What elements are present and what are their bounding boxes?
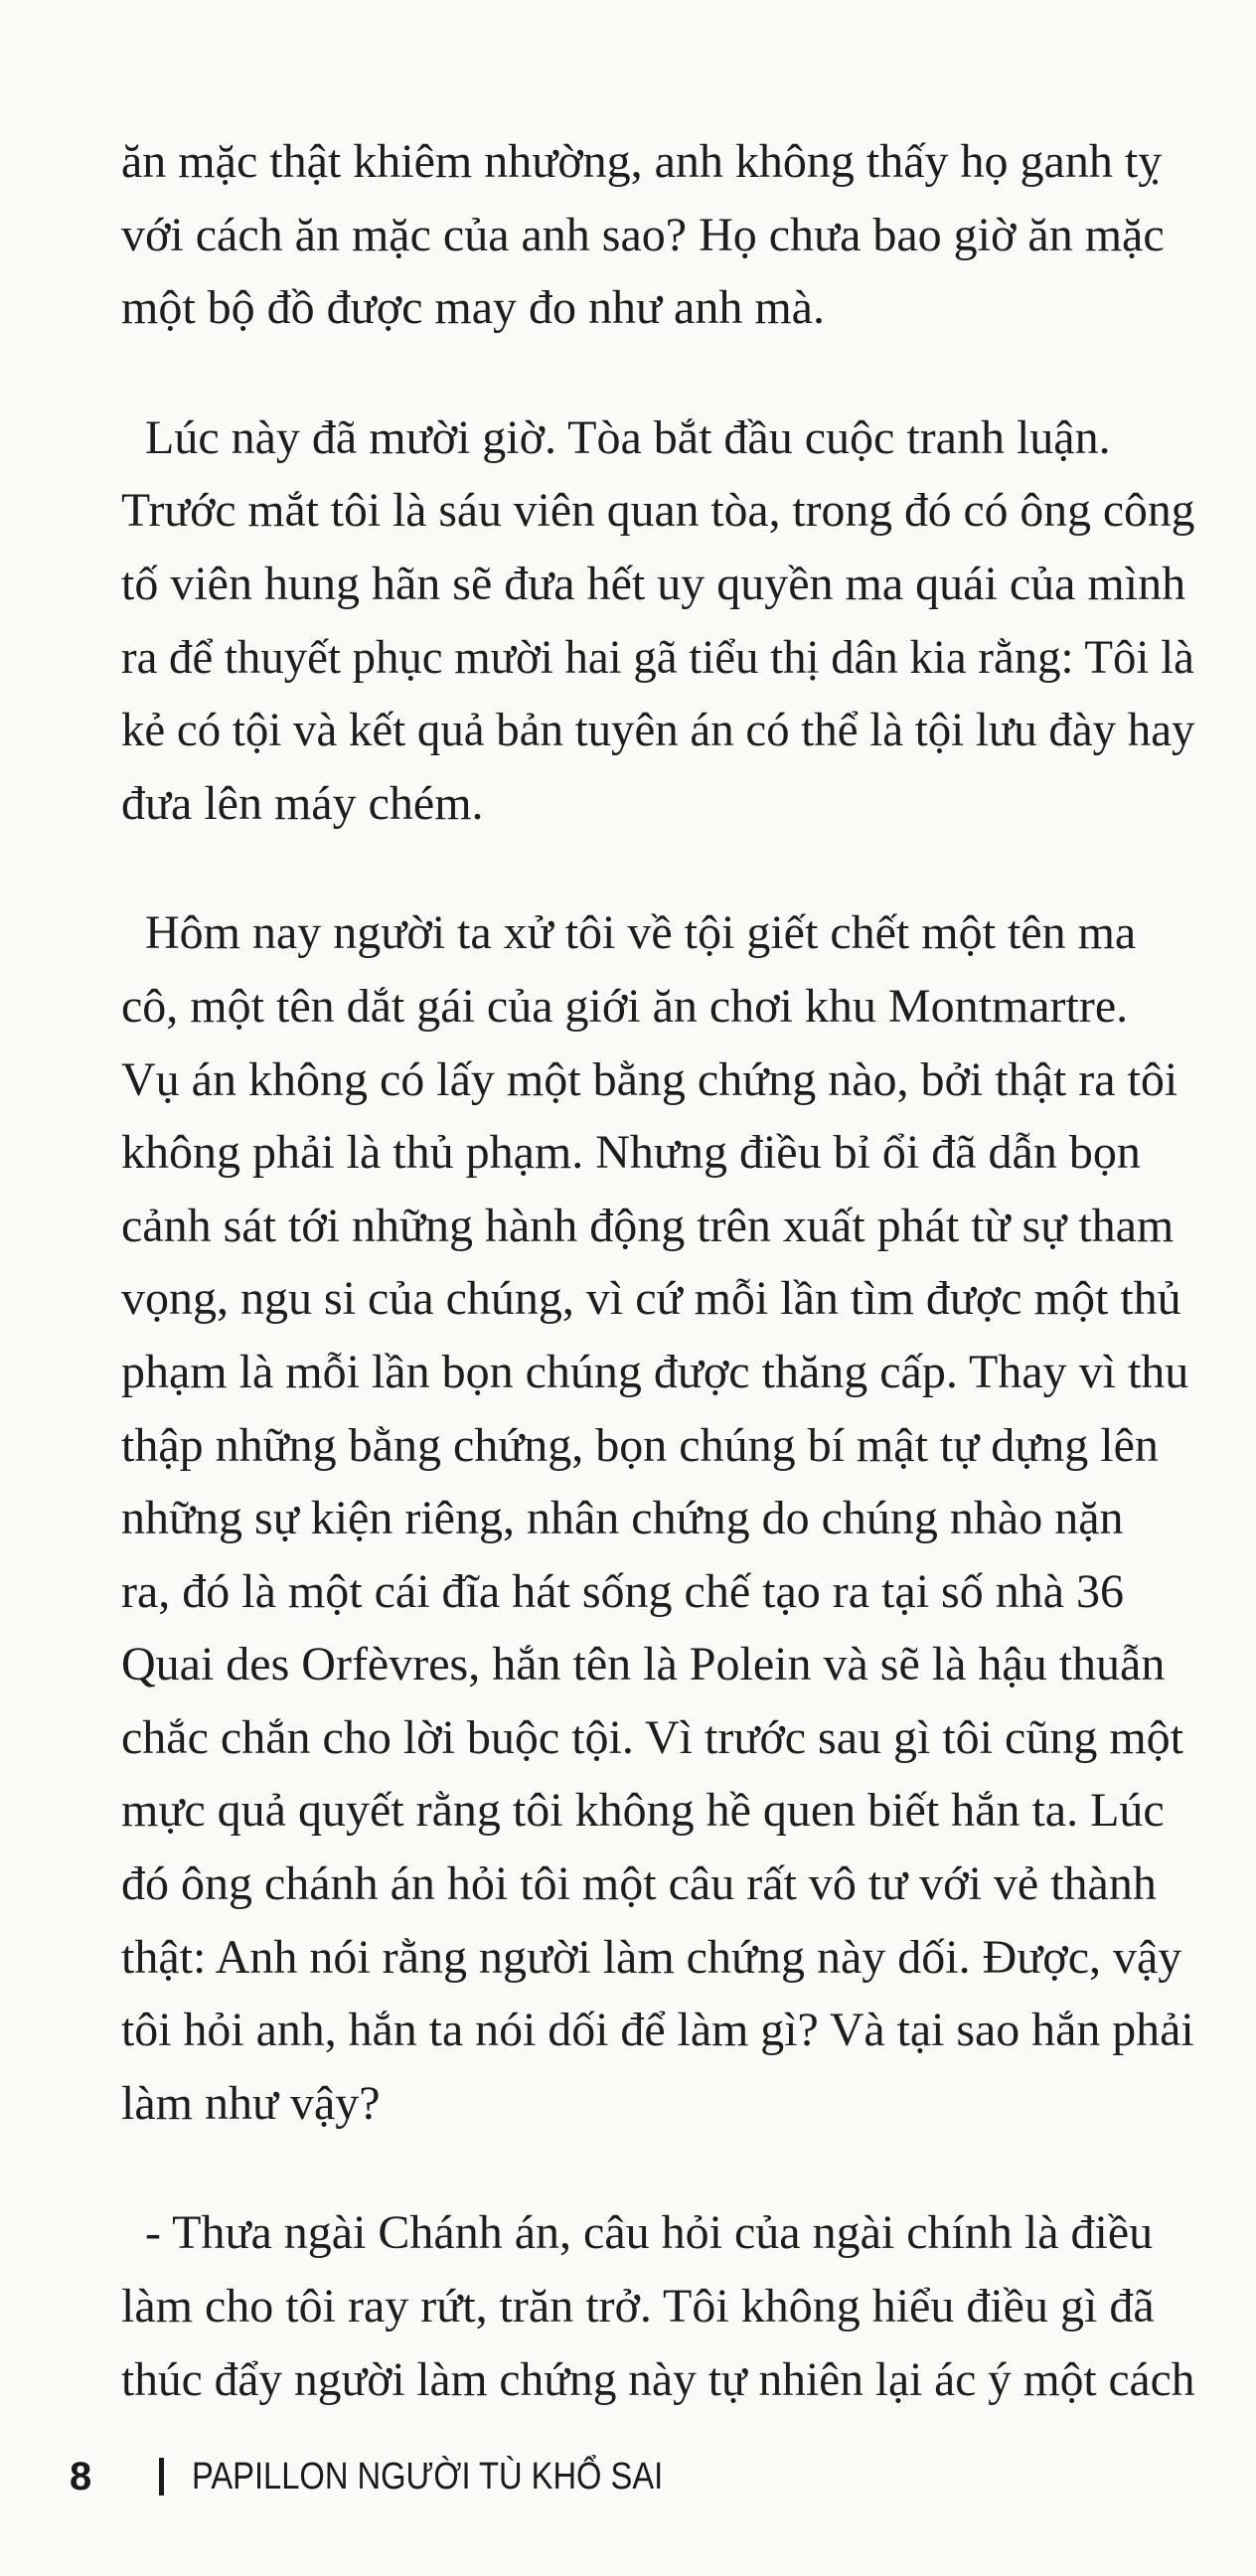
text-line: ra để thuyết phục mười hai gã tiểu thị dân kia rằng: Tôi là — [121, 630, 1194, 684]
text-line: Quai des Orfèvres, hắn tên là Polein và sẽ là hậu thuẫn — [121, 1638, 1166, 1691]
paragraph-1 — [121, 125, 1194, 345]
text-line: kẻ có tội và kết quả bản tuyên án có thể là tội lưu đày hay — [121, 704, 1195, 757]
text-line: đưa lên máy chém. — [121, 776, 484, 830]
text-line: Hôm nay người ta xử tôi về tội giết chết một tên ma — [145, 906, 1137, 960]
running-title: PAPILLON NGƯỜI TÙ KHỔ SAI — [192, 2455, 664, 2497]
page-footer — [70, 2447, 739, 2506]
text-line: thúc đẩy người làm chứng này tự nhiên lại ác ý một cách — [121, 2352, 1195, 2406]
text-line: không phải là thủ phạm. Nhưng điều bỉ ổi đã dẫn bọn — [121, 1126, 1141, 1180]
paragraph-2 — [121, 402, 1194, 841]
paragraph-4 — [121, 2196, 1194, 2416]
text-line: phạm là mỗi lần bọn chúng được thăng cấp. Thay vì thu — [121, 1345, 1189, 1398]
text-line: cảnh sát tới những hành động trên xuất phát từ sự tham — [121, 1199, 1175, 1252]
text-line: Trước mắt tôi là sáu viên quan tòa, trong đó có ông công — [121, 484, 1195, 538]
text-line: những sự kiện riêng, nhân chứng do chúng nhào nặn — [121, 1492, 1124, 1545]
body-text — [121, 125, 1194, 2473]
text-line: một bộ đồ được may đo như anh mà. — [121, 281, 825, 335]
text-line: mực quả quyết rằng tôi không hề quen biết hắn ta. Lúc — [121, 1784, 1165, 1838]
text-line: Vụ án không có lấy một bằng chứng nào, bởi thật ra tôi — [121, 1052, 1178, 1106]
text-line: làm cho tôi ray rứt, trăn trở. Tôi không hiểu điều gì đã — [121, 2280, 1155, 2334]
footer-divider — [159, 2458, 164, 2496]
text-line: chắc chắn cho lời buộc tội. Vì trước sau gì tôi cũng một — [121, 1710, 1183, 1764]
text-line: với cách ăn mặc của anh sao? Họ chưa bao giờ ăn mặc — [121, 208, 1165, 261]
text-line: làm như vậy? — [121, 2076, 381, 2130]
text-line: ăn mặc thật khiêm nhường, anh không thấy họ ganh tỵ — [121, 135, 1163, 188]
text-line: tôi hỏi anh, hắn ta nói dối để làm gì? Và tại sao hắn phải — [121, 2004, 1194, 2057]
text-line: tố viên hung hãn sẽ đưa hết uy quyền ma quái của mình — [121, 557, 1186, 610]
text-line: đó ông chánh án hỏi tôi một câu rất vô tư với vẻ thành — [121, 1857, 1157, 1911]
paragraph-3 — [121, 896, 1194, 2140]
text-line: ra, đó là một cái đĩa hát sống chế tạo ra tại số nhà 36 — [121, 1564, 1125, 1618]
text-line: vọng, ngu si của chúng, vì cứ mỗi lần tìm được một thủ — [121, 1272, 1181, 1326]
text-line: Lúc này đã mười giờ. Tòa bắt đầu cuộc tranh luận. — [145, 410, 1111, 464]
text-line: cô, một tên dắt gái của giới ăn chơi khu Montmartre. — [121, 979, 1129, 1033]
text-line: - Thưa ngài Chánh án, câu hỏi của ngài chính là điều — [145, 2206, 1154, 2260]
text-line: thập những bằng chứng, bọn chúng bí mật tự dựng lên — [121, 1418, 1159, 1472]
text-line: thật: Anh nói rằng người làm chứng này dối. Được, vậy — [121, 1930, 1182, 1984]
page-number: 8 — [70, 2454, 92, 2498]
